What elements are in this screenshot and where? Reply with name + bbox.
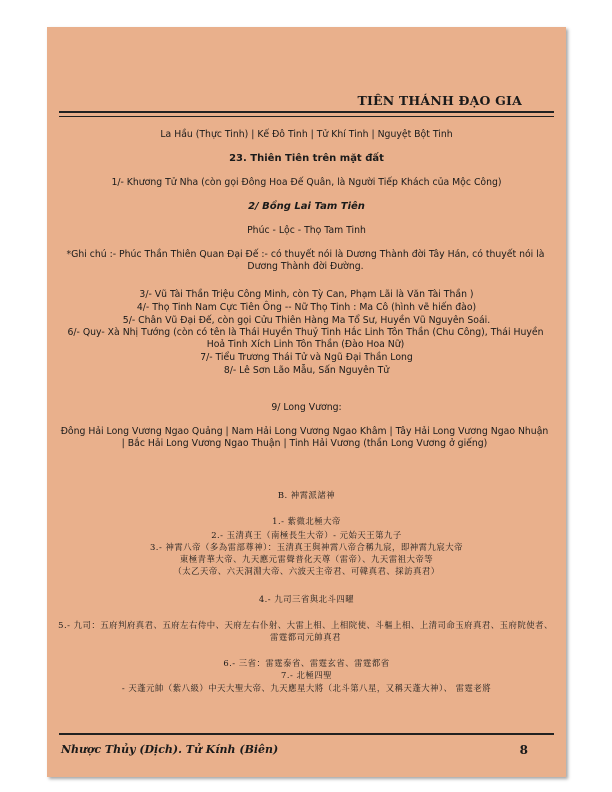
text-line: 1/- Khương Tử Nha (còn gọi Đông Hoa Đế Quân, là Người Tiếp Khách của Mộc Công) xyxy=(111,177,502,188)
han-line: 1.- 紫微北極大帝 xyxy=(272,516,341,526)
section-b-heading: B. 神霄派諸神 xyxy=(277,490,336,500)
dragon-kings-paragraph: Đông Hải Long Vương Ngao Quảng | Nam Hải Long Vương Ngao Khâm | Tây Hải Long Vương Ngao Nhuận | Bắc Hải Long Vương Ngao Thuận | Tinh Hải Vương (thần Long Vương ở giếng) xyxy=(60,426,549,449)
han-line: - 天蓬元帥（紫八級）中天大聖大帝、九天應星大將（北斗第八星，又稱天蓬大神）、 雷霆老將 xyxy=(121,683,492,693)
han-line: 7.- 北極四聖 xyxy=(281,670,332,680)
page-number: 8 xyxy=(519,743,528,757)
header-rule-thin xyxy=(59,116,554,117)
han-line: （太乙天帝、六天洞淵大帝、六波天主帝君、可韓真君、採訪真君） xyxy=(173,566,440,576)
text-line: 5/- Chân Vũ Đại Đế, còn gọi Cửu Thiên Hàng Ma Tổ Sư, Huyền Vũ Nguyên Soái. xyxy=(122,315,491,326)
han-line: 6.- 三省：雷霆泰省、雷霆玄省、雷霆都省 xyxy=(223,658,390,668)
text-paragraph: 6/- Quy- Xà Nhị Tướng (còn có tên là Thái Huyền Thuỷ Tinh Hắc Linh Tôn Thần (Chu Công), Thái Huyền Hoả Tinh Xích Linh Tôn Thần (Đào Hoa Nữ) xyxy=(67,327,544,350)
text-line: 9/ Long Vương: xyxy=(271,402,342,413)
footer-rule xyxy=(59,733,554,735)
document-page xyxy=(47,27,566,777)
text-line: 7/- Tiểu Trương Thái Tử và Ngũ Đại Thần Long xyxy=(200,352,413,363)
text-line: Phúc - Lộc - Thọ Tam Tinh xyxy=(247,225,366,236)
running-header-title: TIÊN THÁNH ĐẠO GIA xyxy=(357,93,522,108)
header-rule-thick xyxy=(59,111,554,113)
han-line: 2.- 玉清真王（南極長生大帝）- 元始天王第九子 xyxy=(211,530,402,540)
han-paragraph: 5.- 九司：五府判府真君、五府左右侍中、天府左右仆射、大雷上相、上相院使、斗樞上相、上清司命玉府真君、玉府院使者、雷霆都司元帥真君 xyxy=(58,620,553,642)
han-line: 東極青華大帝、九天應元雷聲普化天尊（雷帝）、九天雷祖大帝等 xyxy=(179,554,434,564)
text-line: 3/- Vũ Tài Thần Triệu Công Minh, còn Tỳ Can, Phạm Lãi là Văn Tài Thần ) xyxy=(139,289,474,300)
text-line: 4/- Thọ Tinh Nam Cực Tiên Ông -- Nữ Thọ Tinh : Ma Cô (hình vẽ hiến đào) xyxy=(136,302,477,313)
han-line: 4.- 九司三省與北斗四曜 xyxy=(258,594,355,604)
footer-credit: Nhược Thủy (Dịch). Tử Kính (Biên) xyxy=(61,743,279,756)
han-line: 3.- 神霄八帝（多為雷部尊神）：玉清真王與神霄八帝合稱九宸，即神霄九宸大帝 xyxy=(149,542,464,552)
subsection-heading: 2/ Bồng Lai Tam Tiên xyxy=(248,201,365,212)
section-heading: 23. Thiên Tiên trên mặt đất xyxy=(229,153,384,164)
star-list-line: La Hầu (Thực Tinh) | Kế Đô Tinh | Tử Khí Tinh | Nguyệt Bột Tinh xyxy=(160,129,453,140)
note-paragraph: *Ghi chú :- Phúc Thần Thiên Quan Đại Đế :- có thuyết nói là Dương Thành đời Tây Hán, có thuyết nói là Dương Thành đời Đường. xyxy=(66,249,545,272)
text-line: 8/- Lê Sơn Lão Mẫu, Sấn Nguyên Tử xyxy=(223,365,390,376)
